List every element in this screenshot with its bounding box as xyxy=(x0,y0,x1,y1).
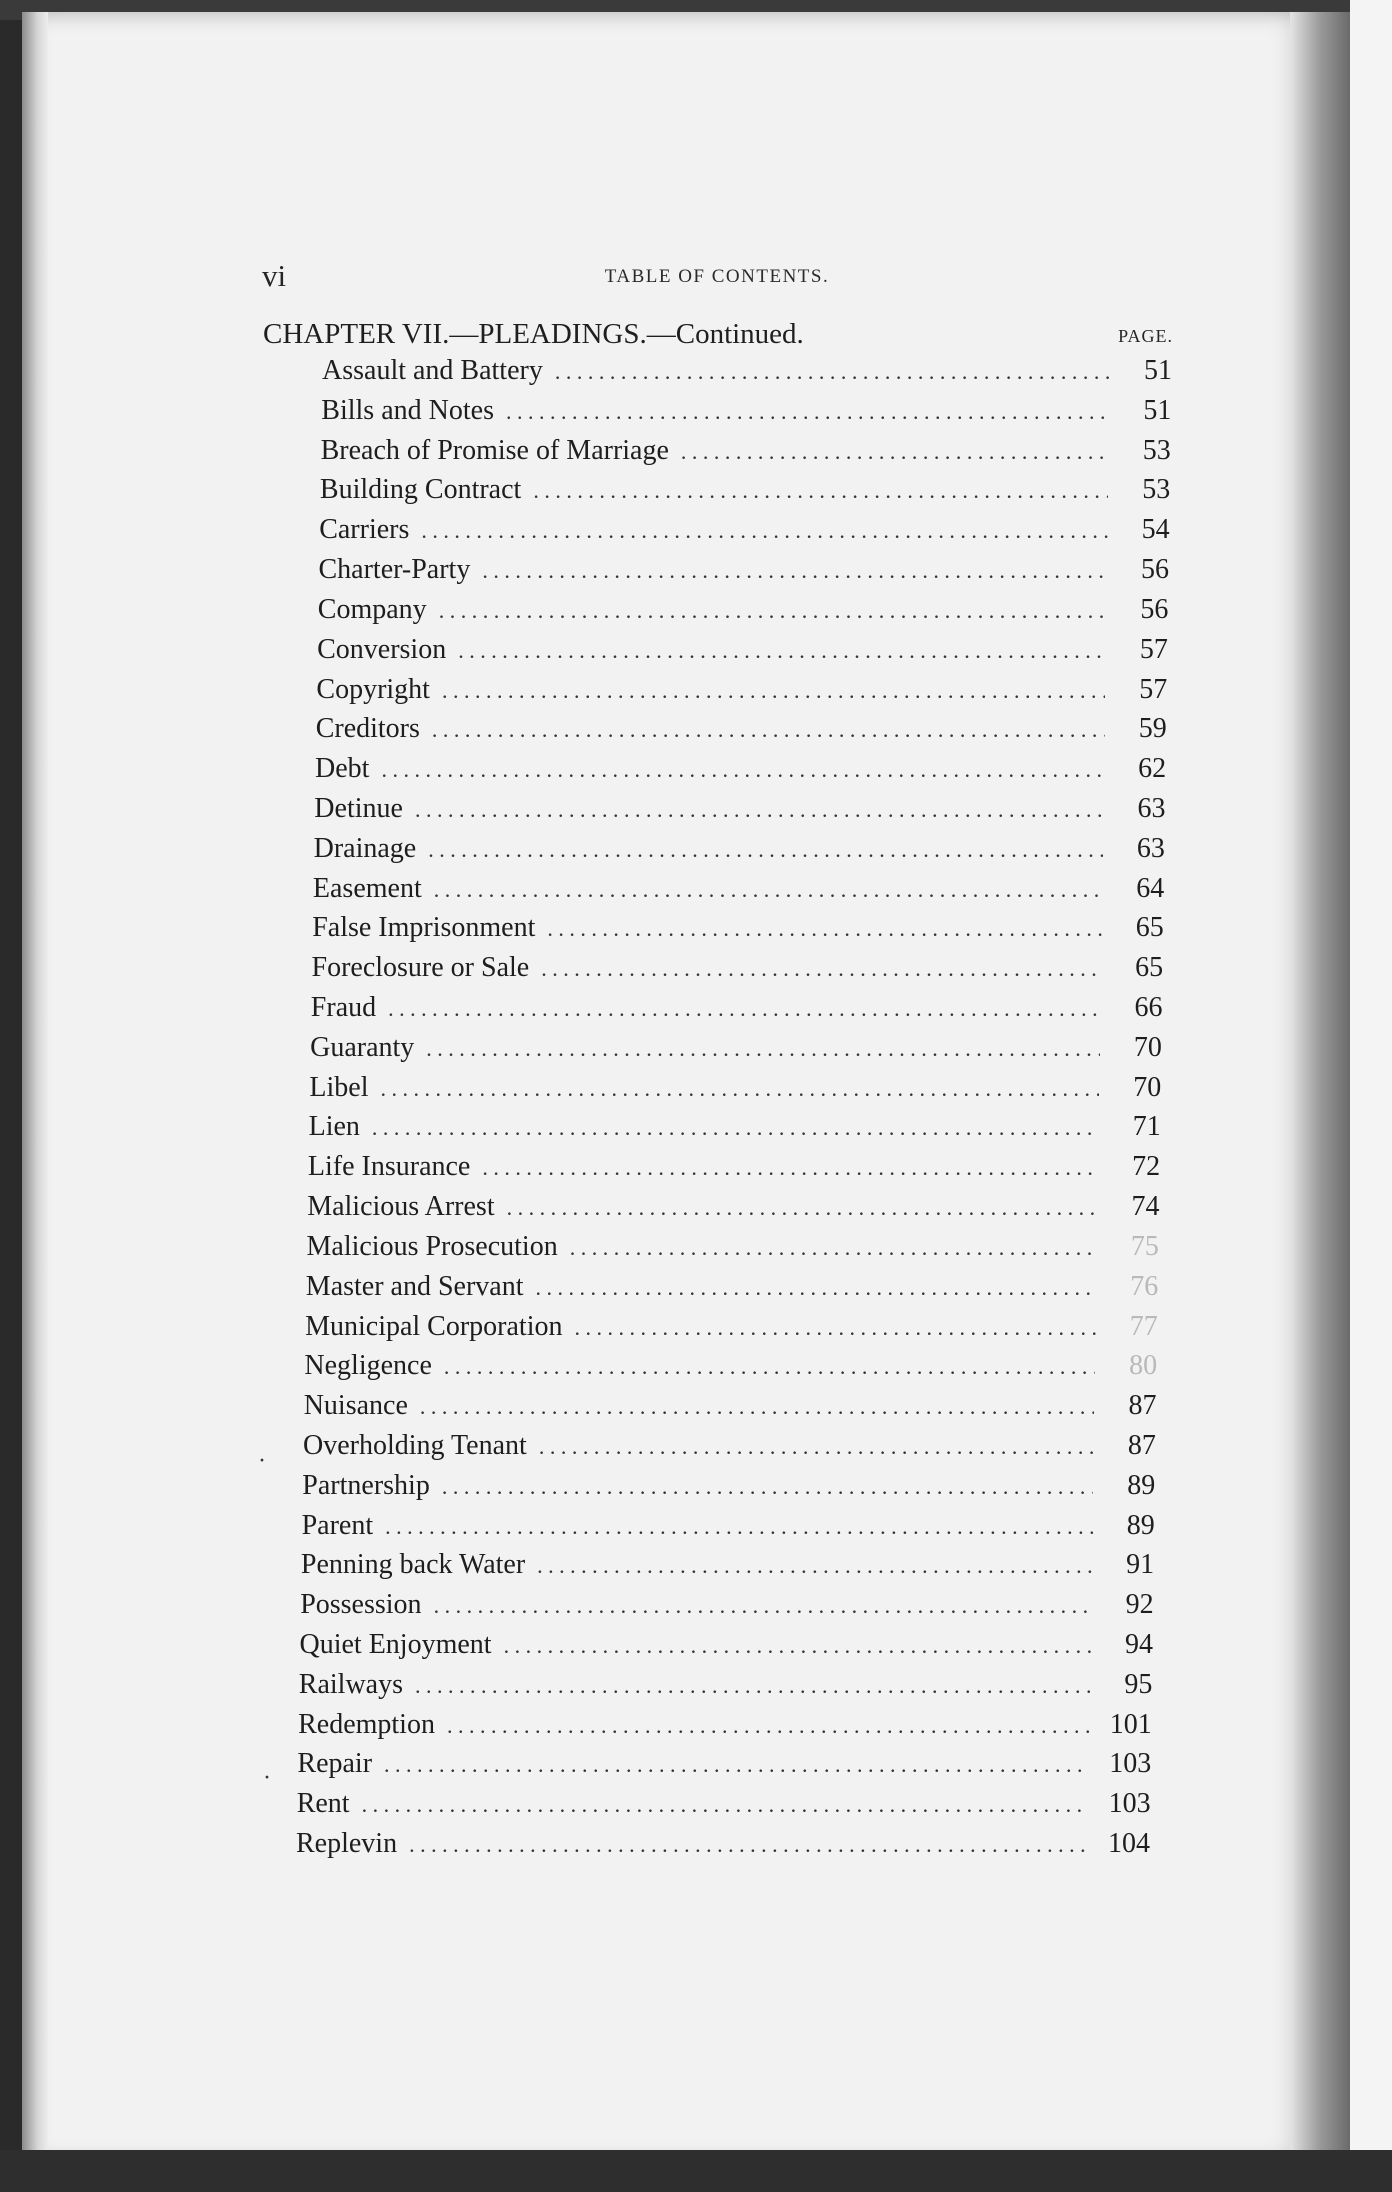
entry-page-number: 76 xyxy=(1130,1270,1159,1302)
entry-title: Assault and Battery xyxy=(322,355,543,386)
entry-title: Conversion xyxy=(317,633,447,665)
dot-leader xyxy=(482,1155,1098,1181)
dot-leader xyxy=(420,1394,1095,1420)
dot-leader xyxy=(415,1673,1090,1699)
toc-entry xyxy=(314,793,1165,829)
entry-title: Replevin xyxy=(296,1828,398,1859)
entry-page-number: 92 xyxy=(1125,1589,1154,1621)
dot-leader xyxy=(458,638,1106,664)
entry-page-number: 62 xyxy=(1138,753,1167,785)
entry-title: Libel xyxy=(309,1071,369,1103)
entry-title: Foreclosure or Sale xyxy=(311,952,530,984)
dot-leader xyxy=(426,1036,1100,1062)
entry-title: Possession xyxy=(300,1589,422,1621)
dot-leader xyxy=(380,1076,1099,1102)
dot-leader xyxy=(434,1593,1092,1619)
entry-page-number: 89 xyxy=(1127,1469,1156,1501)
toc-entry xyxy=(310,1032,1162,1068)
entry-title: Railways xyxy=(298,1668,404,1700)
entry-page-number: 59 xyxy=(1138,713,1167,745)
dot-leader xyxy=(432,717,1105,743)
dot-leader xyxy=(444,1354,1095,1380)
entry-title: Nuisance xyxy=(303,1390,408,1422)
toc-entry xyxy=(302,1470,1155,1506)
stray-mark: · xyxy=(258,1448,266,1474)
dot-leader xyxy=(536,1275,1097,1301)
entry-title: Detinue xyxy=(314,792,403,824)
entry-page-number: 89 xyxy=(1126,1509,1155,1541)
toc-entry xyxy=(304,1350,1157,1386)
entry-title: Rent xyxy=(296,1788,350,1820)
toc-entry xyxy=(313,873,1164,909)
entry-title: Negligence xyxy=(304,1350,432,1382)
entry-page-number: 101 xyxy=(1109,1708,1152,1740)
entry-page-number: 104 xyxy=(1108,1828,1150,1859)
entry-page-number: 65 xyxy=(1135,912,1164,944)
toc-entry xyxy=(311,992,1163,1028)
entry-title: Quiet Enjoyment xyxy=(299,1628,492,1660)
toc-entry xyxy=(300,1589,1153,1625)
page-column-label: PAGE. xyxy=(1118,326,1173,346)
entry-page-number: 64 xyxy=(1136,872,1165,904)
entry-page-number: 57 xyxy=(1139,673,1168,705)
dot-leader xyxy=(539,1434,1094,1460)
dot-leader xyxy=(681,439,1109,465)
toc-entry xyxy=(307,1231,1159,1267)
dot-leader xyxy=(388,996,1100,1022)
entry-title: Breach of Promise of Marriage xyxy=(320,434,669,466)
entry-page-number: 63 xyxy=(1136,832,1165,864)
chapter-heading: CHAPTER VII.—PLEADINGS.—Continued. xyxy=(263,318,804,350)
dot-leader xyxy=(537,1553,1092,1579)
entry-title: Creditors xyxy=(315,713,420,745)
dot-leader xyxy=(442,678,1105,704)
dot-leader xyxy=(372,1115,1099,1141)
toc-entry xyxy=(319,554,1170,590)
entry-title: Building Contract xyxy=(319,474,522,506)
toc-entry xyxy=(314,833,1165,869)
entry-page-number: 71 xyxy=(1132,1111,1161,1143)
dot-leader xyxy=(362,1792,1089,1818)
toc-entry xyxy=(316,713,1167,749)
entry-title: Redemption xyxy=(298,1708,435,1740)
entry-page-number: 80 xyxy=(1129,1350,1158,1382)
entry-title: Drainage xyxy=(313,832,417,864)
entry-page-number: 53 xyxy=(1142,434,1171,466)
toc-entry xyxy=(322,355,1172,391)
entry-title: Partnership xyxy=(302,1469,430,1501)
dot-leader xyxy=(547,916,1101,942)
entry-title: Master and Servant xyxy=(305,1270,524,1302)
toc-entry xyxy=(307,1191,1159,1227)
entry-page-number: 51 xyxy=(1143,394,1172,426)
entry-title: Company xyxy=(317,593,427,625)
dot-leader xyxy=(442,1474,1093,1500)
toc-entry xyxy=(301,1549,1154,1585)
entry-title: Malicious Prosecution xyxy=(306,1230,558,1262)
running-head-title: TABLE OF CONTENTS. xyxy=(604,266,830,287)
toc-entry xyxy=(297,1788,1151,1824)
entry-page-number: 95 xyxy=(1124,1668,1153,1700)
stray-mark: · xyxy=(263,1765,271,1791)
dot-leader xyxy=(421,518,1107,544)
dot-leader xyxy=(409,1832,1088,1858)
dot-leader xyxy=(384,1752,1089,1778)
entry-page-number: 56 xyxy=(1140,593,1169,625)
entry-title: Lien xyxy=(308,1111,360,1143)
dot-leader xyxy=(434,877,1103,903)
entry-title: Municipal Corporation xyxy=(305,1310,563,1342)
toc-entry xyxy=(318,594,1169,630)
dot-leader xyxy=(482,558,1107,584)
toc-entry xyxy=(309,1072,1161,1108)
dot-leader xyxy=(415,797,1104,823)
entry-page-number: 87 xyxy=(1127,1429,1156,1461)
toc-entry xyxy=(304,1390,1157,1426)
entry-title: Fraud xyxy=(310,992,377,1023)
entry-title: Guaranty xyxy=(310,1031,415,1063)
entry-title: Overholding Tenant xyxy=(303,1429,527,1461)
entry-page-number: 70 xyxy=(1133,1071,1162,1103)
entry-page-number: 75 xyxy=(1130,1230,1159,1262)
entry-title: Penning back Water xyxy=(300,1549,526,1581)
dot-leader xyxy=(575,1315,1096,1341)
dot-leader xyxy=(555,359,1110,385)
entry-page-number: 91 xyxy=(1126,1549,1155,1581)
entry-page-number: 57 xyxy=(1139,633,1168,665)
toc-entry xyxy=(299,1669,1153,1705)
entry-page-number: 65 xyxy=(1135,952,1164,984)
dot-leader xyxy=(507,1195,1098,1221)
entry-page-number: 77 xyxy=(1129,1310,1158,1342)
dot-leader xyxy=(504,1633,1091,1659)
entry-title: False Imprisonment xyxy=(312,912,536,944)
entry-page-number: 87 xyxy=(1128,1390,1157,1422)
toc-entry xyxy=(303,1430,1156,1466)
toc-entry xyxy=(305,1311,1158,1347)
entry-page-number: 72 xyxy=(1132,1151,1161,1183)
toc-entry xyxy=(302,1510,1155,1546)
entry-title: Parent xyxy=(301,1509,374,1541)
toc-entry xyxy=(296,1828,1150,1864)
dot-leader xyxy=(385,1514,1093,1540)
toc-entry xyxy=(309,1111,1161,1147)
toc-entry xyxy=(319,514,1169,550)
entry-title: Carriers xyxy=(319,514,410,546)
toc-entry xyxy=(312,952,1164,988)
toc-entry xyxy=(306,1271,1159,1307)
entry-page-number: 94 xyxy=(1125,1628,1153,1660)
entry-page-number: 74 xyxy=(1131,1191,1160,1222)
page-folio: vi xyxy=(262,258,287,293)
toc-entry xyxy=(320,474,1170,510)
entry-title: Charter-Party xyxy=(318,554,471,586)
entry-page-number: 54 xyxy=(1141,514,1170,546)
entry-page-number: 103 xyxy=(1108,1788,1151,1820)
entry-page-number: 70 xyxy=(1133,1031,1162,1063)
entry-page-number: 53 xyxy=(1142,474,1171,506)
dot-leader xyxy=(541,956,1101,982)
entry-title: Debt xyxy=(315,753,370,785)
entry-title: Copyright xyxy=(316,673,430,705)
dot-leader xyxy=(506,399,1109,425)
toc-entry xyxy=(315,753,1166,789)
entry-title: Bills and Notes xyxy=(321,394,494,426)
toc-entry xyxy=(321,435,1171,471)
dot-leader xyxy=(447,1713,1090,1739)
toc-entry xyxy=(308,1151,1160,1187)
toc-entry xyxy=(300,1629,1154,1665)
dot-leader xyxy=(570,1235,1097,1261)
toc-entry xyxy=(298,1709,1152,1745)
entry-title: Easement xyxy=(312,872,422,904)
entry-title: Life Insurance xyxy=(307,1151,471,1183)
toc-entry xyxy=(316,674,1167,710)
toc-entry xyxy=(312,912,1164,948)
entry-page-number: 51 xyxy=(1144,355,1172,386)
toc-entry xyxy=(317,634,1168,670)
entry-page-number: 103 xyxy=(1109,1748,1152,1780)
entry-page-number: 63 xyxy=(1137,792,1166,824)
dot-leader xyxy=(428,837,1103,863)
entry-title: Malicious Arrest xyxy=(307,1191,495,1222)
entry-title: Repair xyxy=(297,1748,373,1780)
entry-page-number: 66 xyxy=(1134,992,1163,1023)
toc-entry xyxy=(297,1748,1151,1784)
dot-leader xyxy=(439,598,1107,624)
toc-entry xyxy=(321,395,1171,431)
entry-page-number: 56 xyxy=(1141,554,1169,586)
dot-leader xyxy=(381,757,1104,783)
dot-leader xyxy=(533,478,1108,504)
